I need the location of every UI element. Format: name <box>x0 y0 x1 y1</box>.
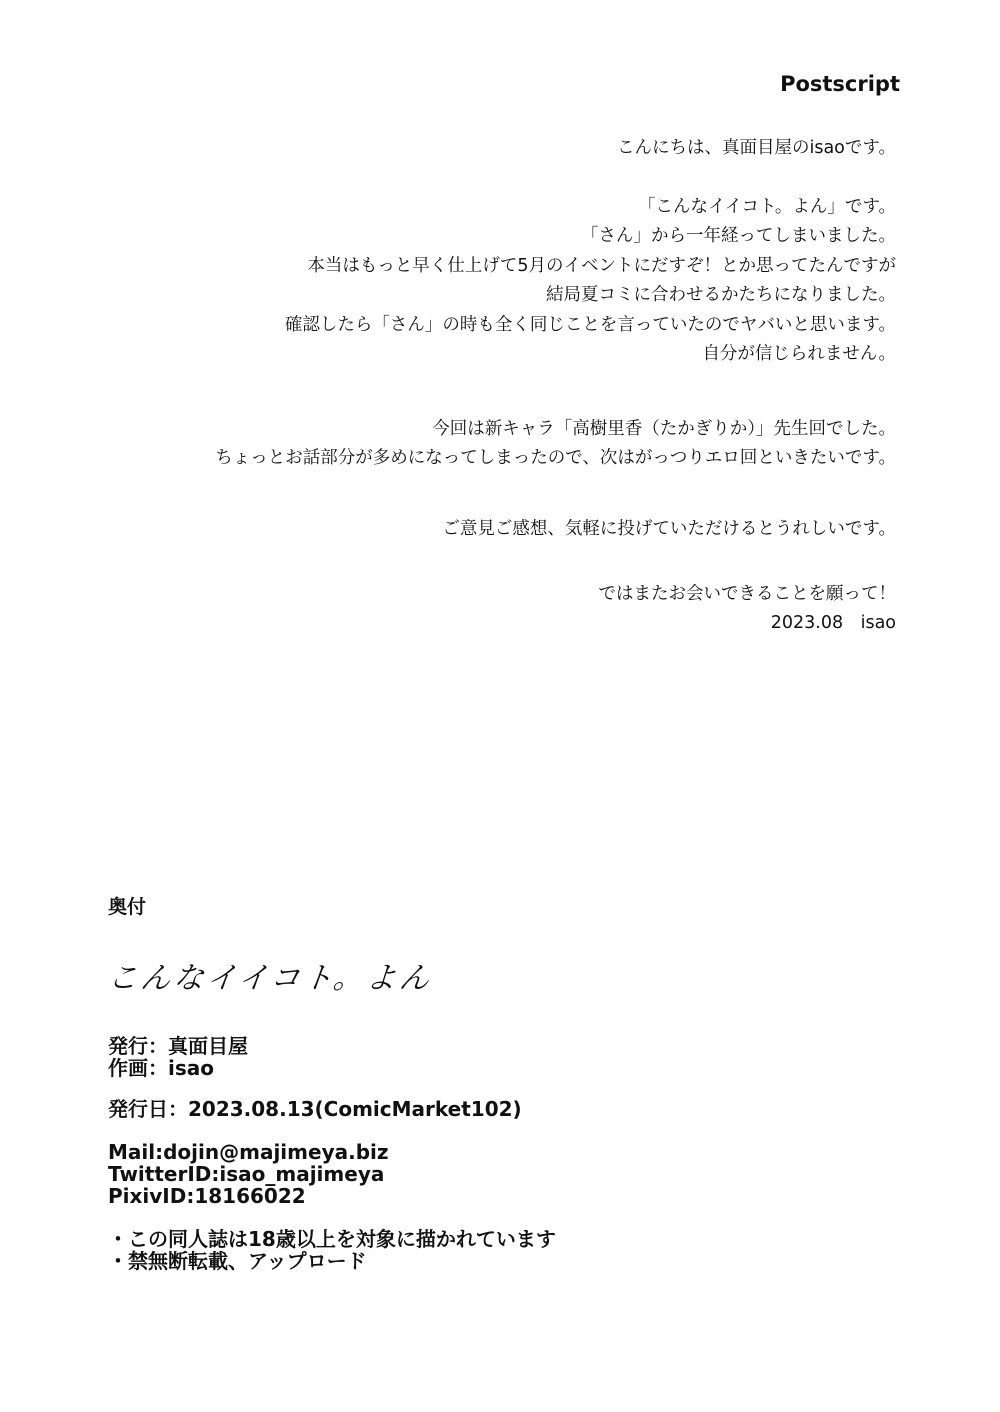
postscript-line: 本当はもっと早く仕上げて5月のイベントにだすぞ！とか思ってたんですが <box>307 255 896 276</box>
postscript-line: 今回は新キャラ「高樹里香（たかぎりか）」先生回でした。 <box>432 418 896 439</box>
postscript-body <box>96 134 896 610</box>
colophon-heading: 奥付 <box>108 896 147 918</box>
publish-date-line: 発行日：2023.08.13(ComicMarket102) <box>108 1097 522 1121</box>
postscript-line: 「こんなイイコト。よん」です。 <box>638 196 896 217</box>
age-notice: ・この同人誌は18歳以上を対象に描かれています <box>108 1227 556 1251</box>
repost-notice: ・禁無断転載、アップロード <box>108 1249 367 1273</box>
signature: 2023.08 isao <box>770 613 896 633</box>
postscript-line: 確認したら「さん」の時も全く同じことを言っていたのでヤバいと思います。 <box>284 314 896 335</box>
postscript-line: ではまたお会いできることを願って！ <box>598 584 896 604</box>
colophon <box>105 892 708 1273</box>
notice-group <box>108 1228 708 1272</box>
postscript-line: ちょっとお話部分が多めになってしまったので、次はがっつりエロ回といきたいです。 <box>215 448 896 468</box>
postscript-line: 自分が信じられません。 <box>702 344 896 364</box>
postscript-line: 結局夏コミに合わせるかたちになりました。 <box>546 285 896 305</box>
book-title-logo: こんなイイコト。よん <box>105 961 435 996</box>
postscript-line: ご意見ご感想、気軽に投げていただけるとうれしいです。 <box>442 518 896 539</box>
mail-line: Mail:dojin@majimeya.biz <box>108 1140 389 1164</box>
postscript-line: 「さん」から一年経ってしまいました。 <box>581 226 896 246</box>
postscript-title: Postscript <box>780 72 900 96</box>
contact-group <box>108 1141 708 1207</box>
twitter-line: TwitterID:isao_majimeya <box>108 1162 385 1186</box>
credits-group <box>108 1035 708 1079</box>
pixiv-line: PixivID:18166022 <box>108 1184 306 1208</box>
postscript-line: こんにちは、真面目屋のisaoです。 <box>616 138 896 158</box>
artist-line: 作画：isao <box>108 1056 214 1080</box>
date-group <box>108 1098 708 1120</box>
publisher-line: 発行：真面目屋 <box>108 1034 248 1058</box>
